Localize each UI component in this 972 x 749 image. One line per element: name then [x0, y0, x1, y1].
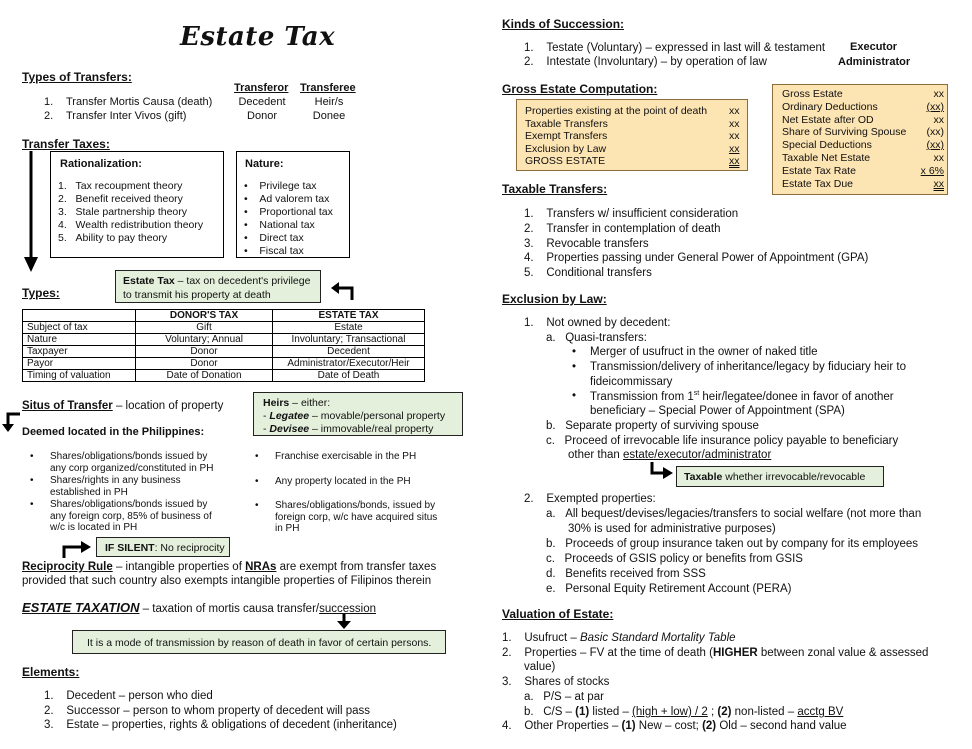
table-row: Timing of valuation Date of Donation Date of Death: [23, 370, 425, 382]
valuation-of-estate-header: Valuation of Estate:: [502, 607, 614, 621]
transferee-value: Heir/s: [314, 96, 344, 108]
table-row: Taxpayer Donor Decedent: [23, 346, 425, 358]
computation-row: Estate Tax Rate x 6%: [782, 164, 944, 177]
list-item: • Direct tax: [244, 232, 304, 244]
down-arrow-icon: [24, 151, 38, 273]
list-item: • Shares/obligations/bonds, issued by foreign corp, w/c have acquired situs in PH: [255, 500, 438, 534]
list-item: 3. Revocable transfers: [524, 237, 649, 250]
list-item: 1. Decedent – person who died: [44, 690, 213, 702]
situs-line: Situs of Transfer – location of property: [22, 400, 224, 412]
list-item: • National tax: [244, 219, 315, 231]
list-item: 2. Benefit received theory: [58, 193, 183, 205]
transferee-value: Donee: [312, 110, 346, 122]
reciprocity-line: Reciprocity Rule – intangible properties of NRAs are exempt from transfer taxes: [22, 561, 437, 573]
types-header: Types:: [22, 286, 60, 300]
curved-arrow-icon: [330, 282, 356, 302]
list-item: •: [572, 361, 577, 373]
list-item: 3. Shares of stocks: [502, 676, 610, 688]
table-row: Subject of tax Gift Estate: [23, 322, 425, 334]
heirs-box: Heirs – either: - Legatee – movable/personal property - Devisee – immovable/real property: [253, 392, 463, 436]
if-silent-box: IF SILENT: No reciprocity: [96, 537, 230, 557]
elements-list: [44, 689, 397, 733]
page-title: Estate Tax: [180, 22, 336, 52]
computation-row: Estate Tax Due xx: [782, 177, 944, 190]
taxable-transfers-list: [524, 207, 868, 281]
list-item: • Shares/rights in any business established in PH: [30, 475, 181, 498]
list-item: 2. Properties – FV at the time of death (HIGHER between zonal value & assessed: [502, 647, 929, 659]
computation-row: Share of Surviving Spouse (xx): [782, 126, 944, 139]
list-item: a. P/S – at par: [524, 691, 604, 703]
computation-row: Net Estate after OD xx: [782, 113, 944, 126]
computation-row: Gross Estate xx: [782, 88, 944, 100]
list-item: • Shares/obligations/bonds issued by any foreign corp, 85% of business of w/c is located in PH: [30, 499, 212, 533]
computation-row: Special Deductions (xx): [782, 139, 944, 152]
table-row: Nature Voluntary; Annual Involuntary; Transactional: [23, 334, 425, 346]
list-item: • Ad valorem tax: [244, 193, 330, 205]
list-item: 1. Usufruct – Basic Standard Mortality Table: [502, 632, 736, 644]
curved-arrow-icon: [2, 412, 24, 434]
computation-row: GROSS ESTATE xx: [525, 155, 740, 168]
list-item: 5. Ability to pay theory: [58, 232, 168, 244]
computation-row: Taxable Net Estate xx: [782, 151, 944, 164]
list-item: 1. Testate (Voluntary) – expressed in last will & testament: [524, 42, 826, 54]
computation-row: Exclusion by Law xx: [525, 142, 740, 155]
deemed-right-list: [255, 451, 470, 535]
net-estate-box: [772, 84, 948, 195]
estate-taxation-line: ESTATE TAXATION – taxation of mortis causa transfer/succession: [22, 600, 376, 615]
rationalization-list: [58, 180, 203, 245]
curved-arrow-icon: [648, 462, 676, 480]
computation-row: Taxable Transfers xx: [525, 117, 740, 130]
gross-estate-box: [516, 99, 748, 171]
list-item: e. Personal Equity Retirement Account (PERA): [546, 583, 792, 595]
nature-list: [244, 180, 333, 258]
administrator-tag: Administrator: [838, 56, 911, 68]
transfer-taxes-header: Transfer Taxes:: [22, 137, 110, 151]
list-item: • Shares/obligations/bonds issued by any corp organized/constituted in PH: [30, 451, 214, 474]
rationalization-title: Rationalization: [60, 158, 139, 170]
transfer-row: [44, 96, 213, 109]
rationalization-box: Rationalization: 1. Tax recoupment theory 2. Benefit received theory 3. Stale partnership theory 4. Wealth redistribution theory 5. Ability to pay theory: [50, 151, 224, 258]
down-arrow-icon: [337, 614, 351, 630]
deemed-located-header: Deemed located in the Philippines:: [22, 426, 205, 438]
table-row: Payor Donor Administrator/Executor/Heir: [23, 358, 425, 370]
list-item: 3. Estate – properties, rights & obligations of decedent (inheritance): [44, 719, 397, 731]
row-num: 1.: [44, 96, 54, 108]
transfer-row: [44, 110, 187, 123]
executor-tag: Executor: [850, 41, 898, 53]
kinds-of-succession-header: Kinds of Succession:: [502, 17, 625, 31]
row-label: Transfer Inter Vivos (gift): [66, 110, 187, 122]
list-item: • Proportional tax: [244, 206, 333, 218]
nature-box: Nature: • Privilege tax • Ad valorem tax • Proportional tax • National tax • Direct tax • Fiscal tax: [236, 151, 350, 258]
list-item: • Fiscal tax: [244, 245, 304, 257]
list-item: 4. Other Properties – (1) New – cost; (2) Old – second hand value: [502, 720, 847, 732]
list-item: • Privilege tax: [244, 180, 317, 192]
list-item: 3. Stale partnership theory: [58, 206, 187, 218]
list-item: b. C/S – (1) listed – (high + low) / 2 ; (2) non-listed – acctg BV: [524, 706, 844, 718]
list-item: 2. Successor – person to whom property of decedent will pass: [44, 704, 371, 717]
deemed-left-list: [30, 451, 250, 534]
list-item: • Franchise exercisable in the PH: [255, 451, 417, 462]
computation-row: Ordinary Deductions (xx): [782, 100, 944, 113]
transferor-value: Donor: [247, 110, 277, 122]
list-item: 2. Intestate (Involuntary) – by operation of law: [524, 56, 767, 68]
list-item: c. Proceeds of GSIS policy or benefits from GSIS: [546, 553, 803, 565]
list-item: 1. Tax recoupment theory: [58, 180, 183, 192]
list-item: 5. Conditional transfers: [524, 267, 652, 280]
computation-row: Exempt Transfers xx: [525, 130, 740, 143]
row-num: 2.: [44, 110, 54, 122]
list-item: • Any property located in the PH: [255, 475, 411, 487]
nature-title: Nature: [245, 158, 280, 170]
transferor-col-header: Transferor: [234, 82, 289, 94]
list-item: b. Proceeds of group insurance taken out by company for its employees: [546, 538, 919, 550]
list-item: a. All bequest/devises/legacies/transfers to social welfare (not more than: [546, 508, 922, 520]
list-item: 4. Wealth redistribution theory: [58, 219, 204, 231]
list-item: d. Benefits received from SSS: [546, 568, 706, 580]
transferee-col-header: Transferee: [300, 82, 356, 94]
reciprocity-line-2: provided that such country also exempts intangible properties of Filipinos therein: [22, 575, 432, 587]
mode-of-transmission-box: It is a mode of transmission by reason of death in favor of certain persons.: [72, 630, 446, 654]
taxable-transfers-header: Taxable Transfers:: [502, 182, 608, 196]
row-label: Transfer Mortis Causa (death): [66, 96, 213, 108]
list-item: 2. Transfer in contemplation of death: [524, 222, 721, 235]
computation-row: Properties existing at the point of death xx: [525, 105, 740, 117]
taxable-note-box: Taxable whether irrevocable/revocable: [676, 466, 884, 487]
list-item: 4. Properties passing under General Power of Appointment (GPA): [524, 252, 869, 265]
types-of-transfers-header: Types of Transfers:: [22, 70, 132, 84]
list-item: •: [572, 346, 577, 358]
list-item: 1. Transfers w/ insufficient consideration: [524, 208, 739, 220]
types-table: [22, 309, 425, 382]
exclusion-by-law-header: Exclusion by Law:: [502, 292, 607, 306]
transferor-value: Decedent: [238, 96, 286, 108]
table-header-row: DONOR'S TAX ESTATE TAX: [23, 310, 425, 322]
estate-tax-definition-box: Estate Tax – tax on decedent's privilege to transmit his property at death: [115, 270, 321, 303]
curved-arrow-icon: [60, 540, 94, 560]
elements-header: Elements:: [22, 665, 80, 679]
gross-estate-computation-header: Gross Estate Computation:: [502, 82, 658, 96]
list-item: •: [572, 390, 577, 402]
